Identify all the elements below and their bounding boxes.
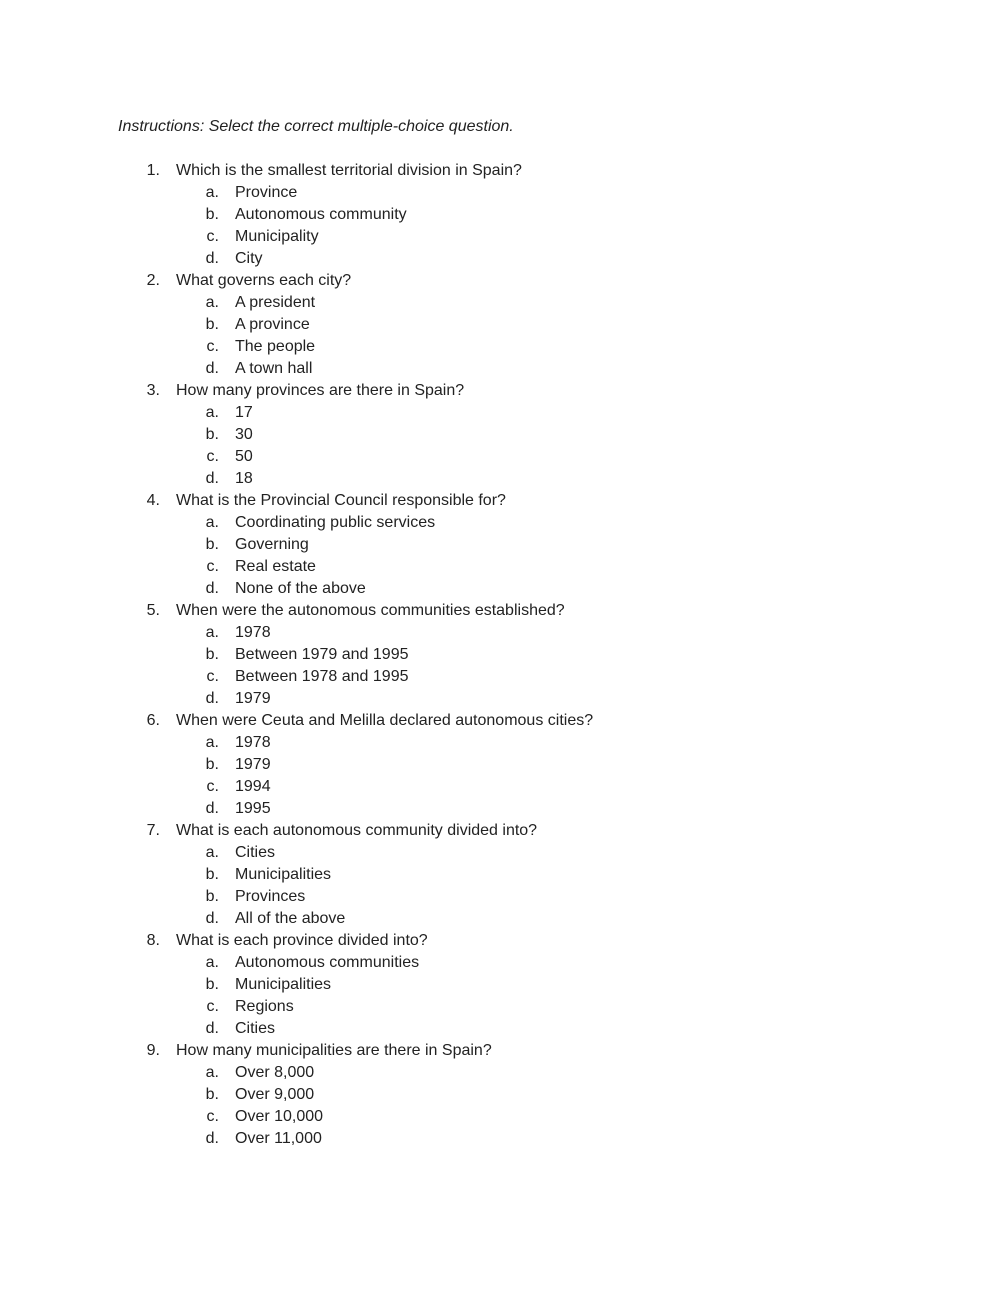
answer-option <box>0 798 1000 820</box>
question-text: When were Ceuta and Melilla declared autonomous cities? <box>176 712 594 729</box>
answer-option <box>0 1018 1000 1040</box>
question-number: 6. <box>146 712 160 729</box>
option-text: Over 10,000 <box>235 1108 324 1125</box>
answer-option <box>0 886 1000 908</box>
option-text: Autonomous communities <box>235 954 420 971</box>
option-text: 50 <box>235 448 253 465</box>
option-letter: d. <box>205 250 219 267</box>
answer-option <box>0 996 1000 1018</box>
question-text: What is the Provincial Council responsible for? <box>176 492 506 509</box>
question-8 <box>0 930 1000 952</box>
option-text: Over 9,000 <box>235 1086 315 1103</box>
option-letter: b. <box>205 888 219 905</box>
option-letter: d. <box>205 360 219 377</box>
question-3 <box>0 380 1000 402</box>
answer-option <box>0 864 1000 886</box>
question-text: What is each autonomous community divided into? <box>176 822 538 839</box>
option-text: Coordinating public services <box>235 514 436 531</box>
answer-option <box>0 908 1000 930</box>
option-text: Cities <box>235 1020 276 1037</box>
question-number: 2. <box>146 272 160 289</box>
question-2 <box>0 270 1000 292</box>
answer-option <box>0 688 1000 710</box>
option-letter: a. <box>205 624 219 641</box>
question-number: 3. <box>146 382 160 399</box>
question-5 <box>0 600 1000 622</box>
answer-option <box>0 512 1000 534</box>
question-4 <box>0 490 1000 512</box>
option-letter: a. <box>205 294 219 311</box>
answer-option <box>0 336 1000 358</box>
answer-option <box>0 842 1000 864</box>
option-letter: b. <box>205 866 219 883</box>
answer-option <box>0 534 1000 556</box>
option-text: Municipalities <box>235 866 332 883</box>
option-letter: a. <box>205 184 219 201</box>
option-text: 1978 <box>235 734 271 751</box>
answer-option <box>0 754 1000 776</box>
question-9 <box>0 1040 1000 1062</box>
question-6 <box>0 710 1000 732</box>
answer-option <box>0 358 1000 380</box>
option-text: 18 <box>235 470 253 487</box>
answer-option <box>0 1128 1000 1150</box>
answer-option <box>0 1084 1000 1106</box>
option-text: The people <box>235 338 316 355</box>
question-number: 7. <box>146 822 160 839</box>
answer-option <box>0 204 1000 226</box>
option-letter: a. <box>205 954 219 971</box>
answer-option <box>0 974 1000 996</box>
option-letter: c. <box>206 558 219 575</box>
option-letter: b. <box>205 646 219 663</box>
option-text: None of the above <box>235 580 366 597</box>
question-text: Which is the smallest territorial division in Spain? <box>176 162 522 179</box>
option-letter: a. <box>205 734 219 751</box>
option-letter: b. <box>205 426 219 443</box>
option-text: Regions <box>235 998 294 1015</box>
option-text: All of the above <box>235 910 346 927</box>
option-letter: b. <box>205 536 219 553</box>
answer-option <box>0 182 1000 204</box>
question-text: What is each province divided into? <box>176 932 428 949</box>
option-letter: c. <box>206 228 219 245</box>
option-letter: c. <box>206 1108 219 1125</box>
option-letter: d. <box>205 910 219 927</box>
option-text: Provinces <box>235 888 306 905</box>
option-text: 1978 <box>235 624 271 641</box>
answer-option <box>0 248 1000 270</box>
option-text: Between 1979 and 1995 <box>235 646 409 663</box>
option-text: 30 <box>235 426 253 443</box>
answer-option <box>0 776 1000 798</box>
option-text: Real estate <box>235 558 316 575</box>
option-text: A province <box>235 316 310 333</box>
option-letter: c. <box>206 448 219 465</box>
answer-option <box>0 468 1000 490</box>
option-letter: b. <box>205 756 219 773</box>
question-number: 5. <box>146 602 160 619</box>
option-letter: c. <box>206 778 219 795</box>
option-letter: d. <box>205 690 219 707</box>
option-letter: b. <box>205 1086 219 1103</box>
answer-option <box>0 622 1000 644</box>
option-letter: c. <box>206 338 219 355</box>
option-text: Between 1978 and 1995 <box>235 668 409 685</box>
option-text: 17 <box>235 404 253 421</box>
option-text: Cities <box>235 844 276 861</box>
answer-option <box>0 402 1000 424</box>
option-letter: d. <box>205 470 219 487</box>
option-text: 1979 <box>235 690 271 707</box>
question-number: 4. <box>146 492 160 509</box>
option-text: Province <box>235 184 298 201</box>
option-letter: b. <box>205 976 219 993</box>
option-text: 1995 <box>235 800 271 817</box>
option-letter: d. <box>205 1020 219 1037</box>
option-text: A town hall <box>235 360 313 377</box>
answer-option <box>0 424 1000 446</box>
option-letter: c. <box>206 668 219 685</box>
answer-option <box>0 732 1000 754</box>
question-number: 9. <box>146 1042 160 1059</box>
question-1 <box>0 160 1000 182</box>
option-text: Over 8,000 <box>235 1064 315 1081</box>
option-letter: b. <box>205 206 219 223</box>
answer-option <box>0 1106 1000 1128</box>
answer-option <box>0 556 1000 578</box>
answer-option <box>0 666 1000 688</box>
option-text: Municipalities <box>235 976 332 993</box>
option-letter: d. <box>205 580 219 597</box>
option-text: 1979 <box>235 756 271 773</box>
option-letter: a. <box>205 1064 219 1081</box>
question-number: 1. <box>146 162 160 179</box>
option-text: 1994 <box>235 778 271 795</box>
option-text: City <box>235 250 263 267</box>
answer-option <box>0 446 1000 468</box>
option-text: Autonomous community <box>235 206 407 223</box>
instructions-text: Instructions: Select the correct multiple-choice question. <box>118 118 514 135</box>
option-text: A president <box>235 294 316 311</box>
question-list <box>0 160 1000 1150</box>
option-letter: a. <box>205 404 219 421</box>
answer-option <box>0 1062 1000 1084</box>
question-text: When were the autonomous communities established? <box>176 602 565 619</box>
question-number: 8. <box>146 932 160 949</box>
answer-option <box>0 226 1000 248</box>
option-text: Municipality <box>235 228 319 245</box>
option-letter: d. <box>205 1130 219 1147</box>
question-text: How many provinces are there in Spain? <box>176 382 465 399</box>
option-letter: a. <box>205 514 219 531</box>
question-7 <box>0 820 1000 842</box>
answer-option <box>0 952 1000 974</box>
answer-option <box>0 314 1000 336</box>
option-letter: a. <box>205 844 219 861</box>
option-letter: c. <box>206 998 219 1015</box>
question-text: How many municipalities are there in Spain? <box>176 1042 492 1059</box>
answer-option <box>0 578 1000 600</box>
answer-option <box>0 292 1000 314</box>
option-text: Governing <box>235 536 309 553</box>
option-letter: b. <box>205 316 219 333</box>
option-text: Over 11,000 <box>235 1130 322 1147</box>
question-text: What governs each city? <box>176 272 352 289</box>
answer-option <box>0 644 1000 666</box>
option-letter: d. <box>205 800 219 817</box>
